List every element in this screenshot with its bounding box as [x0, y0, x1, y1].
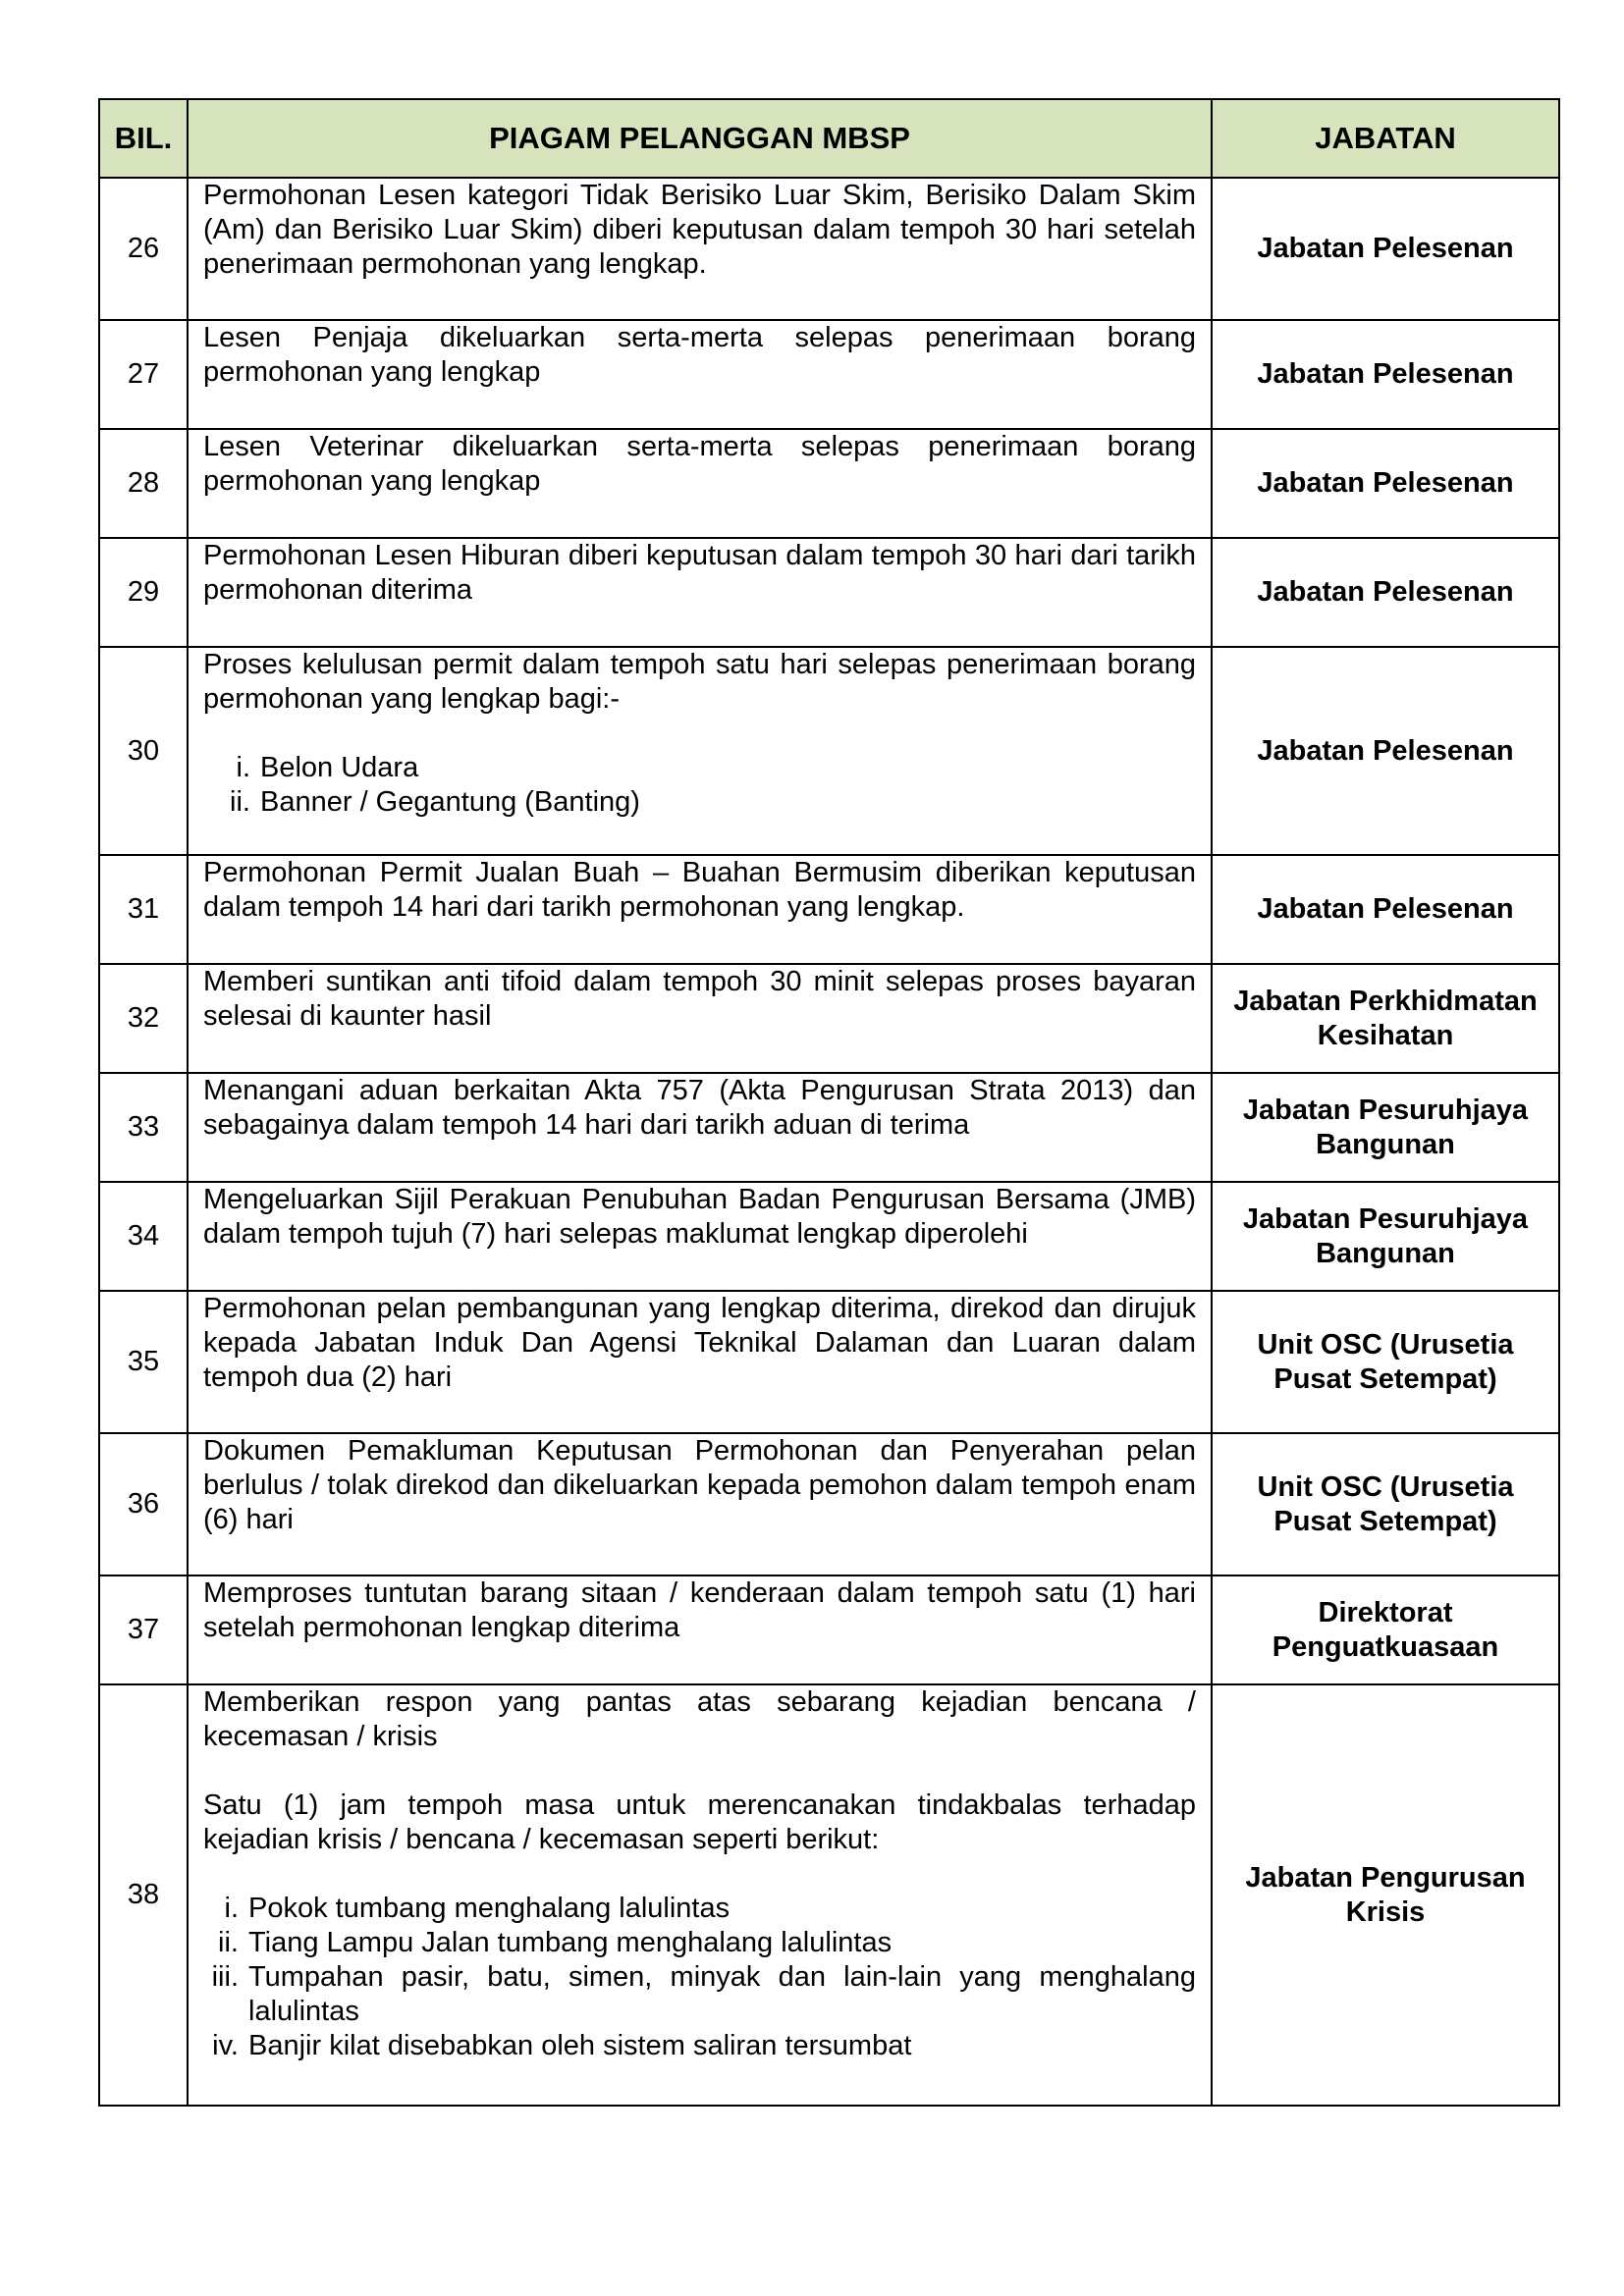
table-row: [99, 964, 1559, 1073]
row-description: [188, 1073, 1212, 1182]
row-number: 29: [99, 538, 188, 647]
row-number: 38: [99, 1684, 188, 2106]
list-item-text: Belon Udara: [260, 752, 419, 783]
row-number: 37: [99, 1575, 188, 1684]
header-bil: BIL.: [99, 99, 188, 178]
row-description: [188, 647, 1212, 855]
description-text: Memproses tuntutan barang sitaan / kenderaan dalam tempoh satu (1) hari setelah permohonan lengkap diterima: [203, 1577, 1196, 1643]
table-row: [99, 178, 1559, 320]
list-item-text: Pokok tumbang menghalang lalulintas: [248, 1893, 731, 1924]
list-item: [203, 1926, 1196, 1960]
row-department: Unit OSC (Urusetia Pusat Setempat): [1212, 1433, 1559, 1575]
list-item-number: i.: [224, 1893, 239, 1924]
row-number: 30: [99, 647, 188, 855]
row-number: 32: [99, 964, 188, 1073]
list-item: [203, 2029, 1196, 2063]
table-row: [99, 855, 1559, 964]
description-text: Permohonan pelan pembangunan yang lengkap diterima, direkod dan dirujuk kepada Jabatan Induk Dan Agensi Teknikal Dalaman dan Luaran dalam tempoh dua (2) hari: [203, 1293, 1196, 1393]
description-text: Memberi suntikan anti tifoid dalam tempoh 30 minit selepas proses bayaran selesai di kaunter hasil: [203, 966, 1196, 1032]
table-row: [99, 1575, 1559, 1684]
row-department: Jabatan Pelesenan: [1212, 178, 1559, 320]
row-number: 34: [99, 1182, 188, 1291]
row-description: [188, 1575, 1212, 1684]
list-item-text: Tumpahan pasir, batu, simen, minyak dan lain-lain yang menghalang lalulintas: [248, 1961, 1196, 2027]
table-row: [99, 1684, 1559, 2106]
list-item-text: Banner / Gegantung (Banting): [260, 786, 640, 818]
row-number: 28: [99, 429, 188, 538]
list-item-number: ii.: [230, 786, 250, 818]
row-department: Jabatan Perkhidmatan Kesihatan: [1212, 964, 1559, 1073]
description-text: Lesen Penjaja dikeluarkan serta-merta selepas penerimaan borang permohonan yang lengkap: [203, 322, 1196, 388]
description-text: Memberikan respon yang pantas atas sebarang kejadian bencana / kecemasan / krisis: [203, 1686, 1196, 1752]
table-row: [99, 647, 1559, 855]
list-item: [203, 785, 1196, 820]
table-row: [99, 538, 1559, 647]
table-row: [99, 1073, 1559, 1182]
header-jabatan: JABATAN: [1212, 99, 1559, 178]
description-text: Menangani aduan berkaitan Akta 757 (Akta Pengurusan Strata 2013) dan sebagainya dalam tempoh 14 hari dari tarikh aduan di terima: [203, 1075, 1196, 1141]
list-item-number: ii.: [218, 1927, 239, 1958]
row-description: [188, 855, 1212, 964]
description-text: Mengeluarkan Sijil Perakuan Penubuhan Badan Pengurusan Bersama (JMB) dalam tempoh tujuh (7) hari selepas maklumat lengkap diperolehi: [203, 1184, 1196, 1250]
table-row: [99, 1291, 1559, 1433]
table-header-row: [99, 99, 1559, 178]
row-description: [188, 1433, 1212, 1575]
list-item-number: iv.: [212, 2030, 239, 2061]
description-text-secondary: Satu (1) jam tempoh masa untuk merencanakan tindakbalas terhadap kejadian krisis / bencana / kecemasan seperti berikut:: [203, 1789, 1196, 1855]
row-department: Jabatan Pelesenan: [1212, 429, 1559, 538]
header-piagam: PIAGAM PELANGGAN MBSP: [188, 99, 1212, 178]
row-description: [188, 320, 1212, 429]
description-text: Dokumen Pemakluman Keputusan Permohonan dan Penyerahan pelan berlulus / tolak direkod dan dikeluarkan kepada pemohon dalam tempoh enam (6) hari: [203, 1435, 1196, 1535]
list-item: [203, 751, 1196, 785]
row-department: Jabatan Pesuruhjaya Bangunan: [1212, 1073, 1559, 1182]
row-description: [188, 964, 1212, 1073]
description-text: Permohonan Lesen kategori Tidak Berisiko Luar Skim, Berisiko Dalam Skim (Am) dan Berisiko Luar Skim) diberi keputusan dalam tempoh 30 hari setelah penerimaan permohonan yang lengkap.: [203, 180, 1196, 280]
row-description: [188, 1182, 1212, 1291]
description-list: [203, 1892, 1196, 2063]
row-number: 33: [99, 1073, 188, 1182]
description-text: Permohonan Permit Jualan Buah – Buahan Bermusim diberikan keputusan dalam tempoh 14 hari dari tarikh permohonan yang lengkap.: [203, 857, 1196, 923]
list-item-text: Banjir kilat disebabkan oleh sistem saliran tersumbat: [248, 2030, 912, 2061]
description-text: Lesen Veterinar dikeluarkan serta-merta selepas penerimaan borang permohonan yang lengkap: [203, 431, 1196, 497]
row-number: 35: [99, 1291, 188, 1433]
list-item-text: Tiang Lampu Jalan tumbang menghalang lalulintas: [248, 1927, 893, 1958]
row-number: 31: [99, 855, 188, 964]
row-department: Direktorat Penguatkuasaan: [1212, 1575, 1559, 1684]
table-row: [99, 1182, 1559, 1291]
table-row: [99, 429, 1559, 538]
customer-charter-table: [98, 98, 1560, 2107]
description-list: [203, 751, 1196, 820]
row-department: Jabatan Pelesenan: [1212, 647, 1559, 855]
table-row: [99, 320, 1559, 429]
description-text: Permohonan Lesen Hiburan diberi keputusan dalam tempoh 30 hari dari tarikh permohonan diterima: [203, 540, 1196, 606]
list-item: [203, 1892, 1196, 1926]
row-number: 26: [99, 178, 188, 320]
row-description: [188, 178, 1212, 320]
row-description: [188, 1291, 1212, 1433]
row-description: [188, 538, 1212, 647]
row-department: Unit OSC (Urusetia Pusat Setempat): [1212, 1291, 1559, 1433]
description-text: Proses kelulusan permit dalam tempoh satu hari selepas penerimaan borang permohonan yang lengkap bagi:-: [203, 649, 1196, 715]
row-department: Jabatan Pengurusan Krisis: [1212, 1684, 1559, 2106]
list-item-number: i.: [236, 752, 250, 783]
row-description: [188, 1684, 1212, 2106]
row-department: Jabatan Pelesenan: [1212, 320, 1559, 429]
table-row: [99, 1433, 1559, 1575]
list-item-number: iii.: [211, 1961, 239, 1993]
row-number: 27: [99, 320, 188, 429]
row-description: [188, 429, 1212, 538]
list-item: [203, 1960, 1196, 2029]
row-department: Jabatan Pelesenan: [1212, 855, 1559, 964]
row-department: Jabatan Pesuruhjaya Bangunan: [1212, 1182, 1559, 1291]
row-number: 36: [99, 1433, 188, 1575]
row-department: Jabatan Pelesenan: [1212, 538, 1559, 647]
